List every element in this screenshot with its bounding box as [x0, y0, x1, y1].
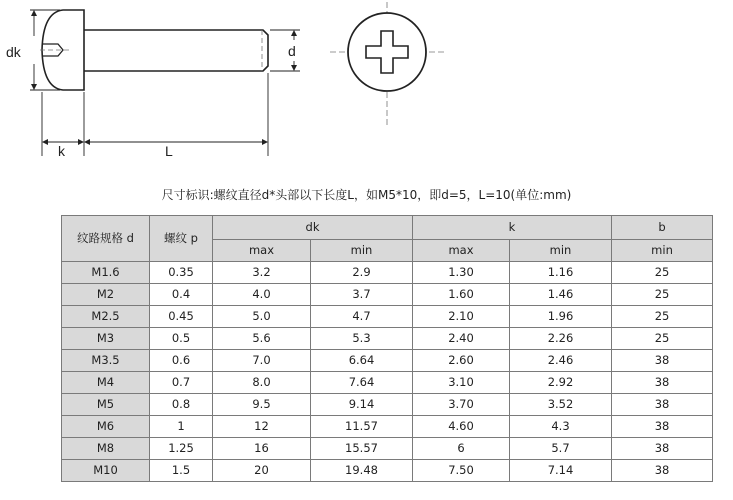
table-row: [62, 350, 713, 372]
cell-b-min: 25: [612, 284, 713, 306]
cell-spec: M8: [62, 438, 150, 460]
header-dk-min: min: [311, 240, 413, 262]
cell-k-max: 2.60: [413, 350, 510, 372]
cell-p: 0.45: [150, 306, 213, 328]
cell-dk-min: 15.57: [311, 438, 413, 460]
cell-b-min: 38: [612, 416, 713, 438]
cell-dk-min: 9.14: [311, 394, 413, 416]
cell-k-max: 7.50: [413, 460, 510, 482]
cell-p: 0.7: [150, 372, 213, 394]
cell-spec: M3.5: [62, 350, 150, 372]
cell-dk-max: 3.2: [213, 262, 311, 284]
screw-shank-outline: [84, 30, 268, 71]
cell-k-max: 2.40: [413, 328, 510, 350]
table-row: [62, 372, 713, 394]
spec-table: [61, 215, 713, 482]
cell-k-max: 3.70: [413, 394, 510, 416]
cell-dk-min: 19.48: [311, 460, 413, 482]
cell-spec: M5: [62, 394, 150, 416]
cell-p: 1.5: [150, 460, 213, 482]
cell-p: 0.5: [150, 328, 213, 350]
header-b-min: min: [612, 240, 713, 262]
cell-k-max: 6: [413, 438, 510, 460]
table-row: [62, 460, 713, 482]
cell-dk-max: 5.0: [213, 306, 311, 328]
cell-b-min: 38: [612, 460, 713, 482]
cell-k-min: 2.46: [510, 350, 612, 372]
cell-p: 1: [150, 416, 213, 438]
cell-dk-max: 9.5: [213, 394, 311, 416]
header-pitch: 螺纹 p: [150, 216, 213, 262]
cell-k-max: 2.10: [413, 306, 510, 328]
cell-k-min: 3.52: [510, 394, 612, 416]
cell-dk-max: 8.0: [213, 372, 311, 394]
cell-b-min: 38: [612, 372, 713, 394]
label-k: k: [58, 143, 65, 159]
screw-head-top-view: [330, 2, 445, 125]
screw-dimension-drawing: [0, 0, 733, 180]
cell-b-min: 38: [612, 394, 713, 416]
cell-dk-min: 4.7: [311, 306, 413, 328]
cell-k-max: 4.60: [413, 416, 510, 438]
table-row: [62, 328, 713, 350]
cell-spec: M1.6: [62, 262, 150, 284]
dimension-caption: 尺寸标识:螺纹直径d*头部以下长度L，如M5*10，即d=5，L=10(单位:mm): [161, 188, 572, 202]
cell-k-max: 1.30: [413, 262, 510, 284]
cell-dk-max: 12: [213, 416, 311, 438]
cell-dk-min: 7.64: [311, 372, 413, 394]
cell-dk-min: 3.7: [311, 284, 413, 306]
cell-p: 0.4: [150, 284, 213, 306]
header-k-min: min: [510, 240, 612, 262]
cell-dk-min: 2.9: [311, 262, 413, 284]
cell-b-min: 25: [612, 306, 713, 328]
cell-spec: M6: [62, 416, 150, 438]
table-row: [62, 306, 713, 328]
cell-k-min: 2.26: [510, 328, 612, 350]
cell-k-min: 5.7: [510, 438, 612, 460]
cell-k-min: 1.46: [510, 284, 612, 306]
header-spec: 纹路规格 d: [62, 216, 150, 262]
cell-spec: M3: [62, 328, 150, 350]
cell-b-min: 38: [612, 438, 713, 460]
cell-spec: M10: [62, 460, 150, 482]
label-L: L: [165, 143, 173, 159]
cell-k-min: 1.16: [510, 262, 612, 284]
cell-dk-max: 5.6: [213, 328, 311, 350]
cell-dk-min: 11.57: [311, 416, 413, 438]
cell-p: 0.35: [150, 262, 213, 284]
cell-k-min: 7.14: [510, 460, 612, 482]
cell-dk-max: 7.0: [213, 350, 311, 372]
cell-k-min: 1.96: [510, 306, 612, 328]
cell-k-min: 2.92: [510, 372, 612, 394]
table-row: [62, 416, 713, 438]
table-row: [62, 262, 713, 284]
cell-spec: M2.5: [62, 306, 150, 328]
header-k-max: max: [413, 240, 510, 262]
cell-spec: M2: [62, 284, 150, 306]
cell-dk-max: 16: [213, 438, 311, 460]
table-row: [62, 284, 713, 306]
cell-k-min: 4.3: [510, 416, 612, 438]
cell-dk-min: 6.64: [311, 350, 413, 372]
cell-k-max: 1.60: [413, 284, 510, 306]
header-b: b: [612, 216, 713, 240]
cell-p: 0.8: [150, 394, 213, 416]
cell-k-max: 3.10: [413, 372, 510, 394]
cell-b-min: 25: [612, 262, 713, 284]
table-row: [62, 394, 713, 416]
cell-b-min: 38: [612, 350, 713, 372]
cell-dk-max: 20: [213, 460, 311, 482]
header-dk-max: max: [213, 240, 311, 262]
header-dk: dk: [213, 216, 413, 240]
cell-spec: M4: [62, 372, 150, 394]
label-dk: dk: [6, 44, 21, 60]
cell-p: 0.6: [150, 350, 213, 372]
cell-b-min: 25: [612, 328, 713, 350]
cell-p: 1.25: [150, 438, 213, 460]
cell-dk-min: 5.3: [311, 328, 413, 350]
label-d: d: [288, 43, 296, 59]
table-row: [62, 438, 713, 460]
header-k: k: [413, 216, 612, 240]
cell-dk-max: 4.0: [213, 284, 311, 306]
